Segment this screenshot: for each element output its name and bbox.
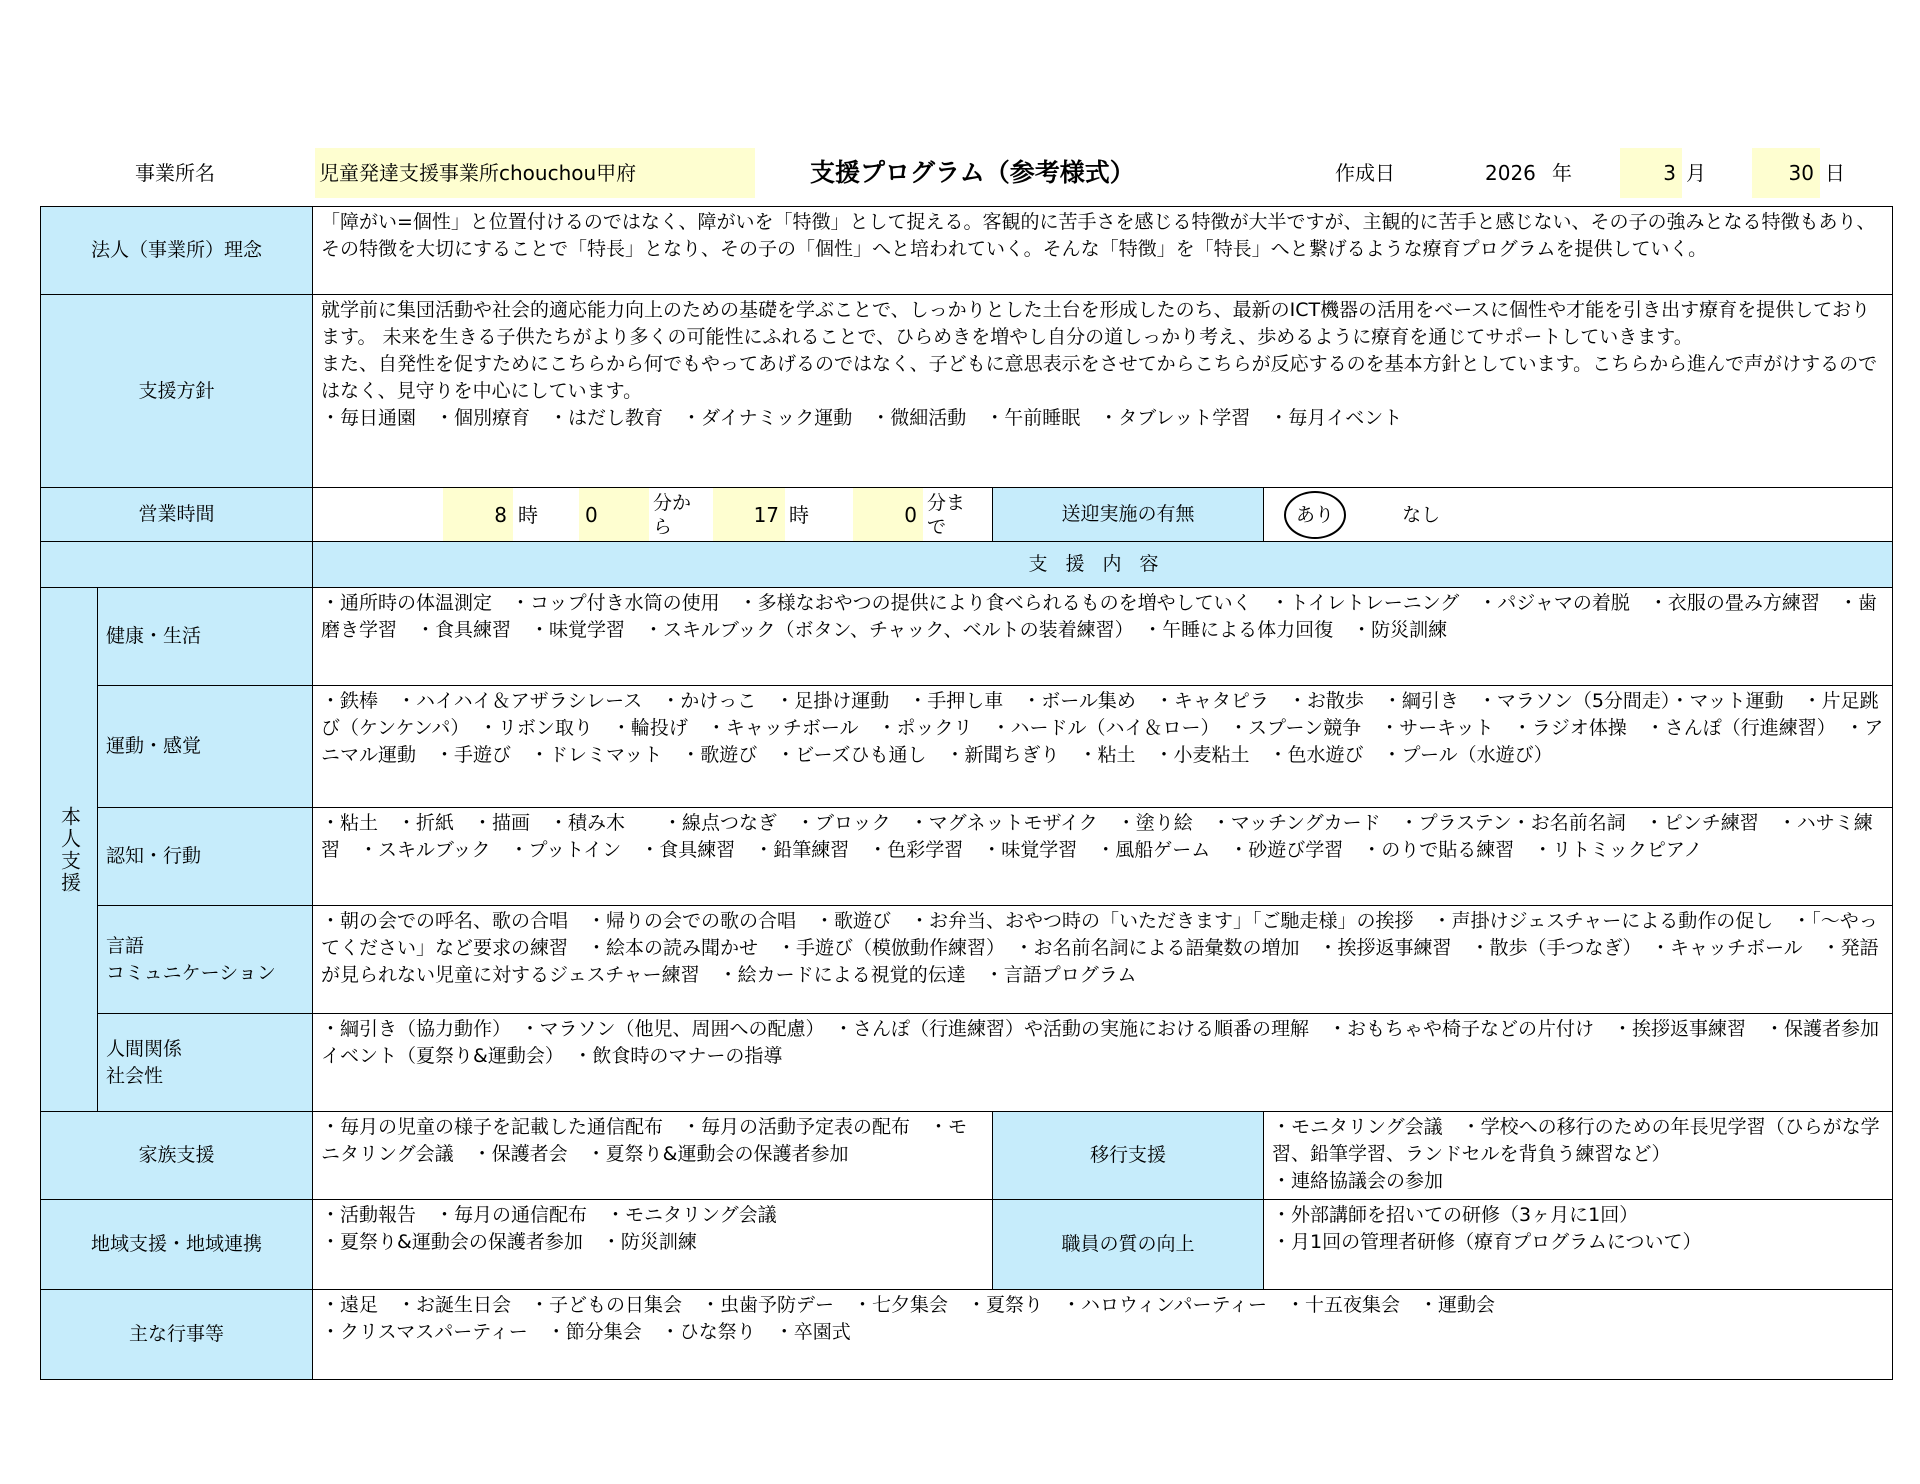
language-communication-label: 言語 コミュニケーション [98, 906, 313, 1014]
hours-row [41, 488, 1893, 542]
community-line: ・夏祭り&運動会の保護者参加 ・防災訓練 [321, 1231, 697, 1253]
policy-text [313, 295, 1893, 488]
support-content-header: 支援内容 [313, 542, 1893, 588]
day-unit: 日 [1825, 161, 1845, 185]
events-line: ・クリスマスパーティー ・節分集会 ・ひな祭り ・卒園式 [321, 1321, 851, 1343]
year-unit: 年 [1552, 161, 1572, 185]
personal-support-row [41, 588, 1893, 686]
events-row [41, 1290, 1893, 1380]
family-support-label: 家族支援 [41, 1112, 313, 1200]
community-support-label: 地域支援・地域連携 [41, 1200, 313, 1290]
health-life-label: 健康・生活 [98, 588, 313, 686]
personal-support-label: 本人支援 [41, 588, 98, 1112]
transport-no-option[interactable]: なし [1402, 503, 1441, 526]
from-label: 分から [653, 492, 692, 538]
events-label: 主な行事等 [41, 1290, 313, 1380]
start-hour[interactable]: 8 [443, 488, 513, 542]
hours-fields [313, 488, 993, 542]
office-label: 事業所名 [135, 161, 215, 185]
policy-line: また、自発性を促すためにこちらから何でもやってあげるのではなく、子どもに意思表示をさせてからこちらが反応するのを基本方針としています。こちらから進んで声がけするのではなく、見守りを中心にしています。 [321, 353, 1878, 402]
transition-support-text [1264, 1112, 1893, 1200]
community-support-text [313, 1200, 993, 1290]
policy-line: 就学前に集団活動や社会的適応能力向上のための基礎を学ぶことで、しっかりとした土台を形成したのち、最新のICT機器の活用をベースに個性や才能を引き出す療育を提供しております。 未来を生きる子供たちがより多くの可能性にふれることで、ひらめきを増やし自分の道しっかり考え、歩めるように療育を通じてサポートしていきます。 [321, 299, 1871, 348]
policy-label: 支援方針 [41, 295, 313, 488]
cognition-behavior-label: 認知・行動 [98, 808, 313, 906]
family-support-text: ・毎月の児童の様子を記載した通信配布 ・毎月の活動予定表の配布 ・モニタリング会議 ・保護者会 ・夏祭り&運動会の保護者参加 [313, 1112, 993, 1200]
staff-line: ・外部講師を招いての研修（3ヶ月に1回） [1272, 1204, 1639, 1226]
philosophy-text: 「障がい=個性」と位置付けるのではなく、障がいを「特徴」として捉える。客観的に苦手さを感じる特徴が大半ですが、主観的に苦手と感じない、その子の強みとなる特徴もあり、その特徴を大切にすることで「特長」となり、その子の「個性」へと培われていく。そんな「特徴」を「特長」へと繋げるような療育プログラムを提供していく。 [313, 207, 1893, 295]
philosophy-row [41, 207, 1893, 295]
social-relations-text: ・綱引き（協力動作） ・マラソン（他児、周囲への配慮） ・さんぽ（行進練習）や活動の実施における順番の理解 ・おもちゃや椅子などの片付け ・挨拶返事練習 ・保護者参加イベント（夏祭り&運動会） ・飲食時のマナーの指導 [313, 1014, 1893, 1112]
community-line: ・活動報告 ・毎月の通信配布 ・モニタリング会議 [321, 1204, 777, 1226]
events-text [313, 1290, 1893, 1380]
support-content-header-row [41, 542, 1893, 588]
document-header [40, 148, 1892, 198]
cognition-behavior-text: ・粘土 ・折紙 ・描画 ・積み木 ・線点つなぎ ・ブロック ・マグネットモザイク ・塗り絵 ・マッチングカード ・プラステン・お名前名詞 ・ピンチ練習 ・ハサミ練習 ・スキルブック ・プットイン ・食具練習 ・鉛筆練習 ・色彩学習 ・味覚学習 ・風船ゲーム ・砂遊び学習 ・のりで貼る練習 ・リトミックピアノ [313, 808, 1893, 906]
start-minute[interactable]: 0 [579, 488, 649, 542]
page-title: 支援プログラム（参考様式） [810, 158, 1135, 187]
hour-unit: 時 [789, 503, 810, 527]
month-unit: 月 [1686, 161, 1706, 185]
hour-unit: 時 [518, 503, 539, 527]
transport-options [1264, 488, 1893, 542]
support-content-header-spacer [41, 542, 313, 588]
community-staff-row [41, 1200, 1893, 1290]
created-month[interactable]: 3 [1620, 148, 1682, 198]
transition-line: ・モニタリング会議 ・学校への移行のための年長児学習（ひらがな学習、鉛筆学習、ランドセルを背負う練習など） [1272, 1116, 1880, 1165]
staff-quality-label: 職員の質の向上 [993, 1200, 1264, 1290]
staff-quality-text [1264, 1200, 1893, 1290]
hours-label: 営業時間 [41, 488, 313, 542]
created-day[interactable]: 30 [1752, 148, 1820, 198]
created-date-label: 作成日 [1335, 161, 1395, 185]
philosophy-label: 法人（事業所）理念 [41, 207, 313, 295]
personal-support-row [41, 1014, 1893, 1112]
end-minute[interactable]: 0 [853, 488, 923, 542]
motor-sensory-label: 運動・感覚 [98, 686, 313, 808]
language-communication-text: ・朝の会での呼名、歌の合唱 ・帰りの会での歌の合唱 ・歌遊び ・お弁当、おやつ時の「いただきます」「ご馳走様」の挨拶 ・声掛けジェスチャーによる動作の促し ・「〜やってください」など要求の練習 ・絵本の読み聞かせ ・手遊び（模倣動作練習） ・お名前名詞による語彙数の増加 ・挨拶返事練習 ・散歩（手つなぎ） ・キャッチボール ・発語が見られない児童に対するジェスチャー練習 ・絵カードによる視覚的伝達 ・言語プログラム [313, 906, 1893, 1014]
transport-yes-option[interactable]: あり [1284, 491, 1346, 539]
motor-sensory-text: ・鉄棒 ・ハイハイ＆アザラシレース ・かけっこ ・足掛け運動 ・手押し車 ・ボール集め ・キャタピラ ・お散歩 ・綱引き ・マラソン（5分間走）・マット運動 ・片足跳び（ケンケンパ） ・リボン取り ・輪投げ ・キャッチボール ・ポックリ ・ハードル（ハイ＆ロー） ・スプーン競争 ・サーキット ・ラジオ体操 ・さんぽ（行進練習） ・アニマル運動 ・手遊び ・ドレミマット ・歌遊び ・ビーズひも通し ・新聞ちぎり ・粘土 ・小麦粘土 ・色水遊び ・プール（水遊び） [313, 686, 1893, 808]
end-hour[interactable]: 17 [713, 488, 785, 542]
staff-line: ・月1回の管理者研修（療育プログラムについて） [1272, 1231, 1702, 1253]
policy-row [41, 295, 1893, 488]
social-relations-label: 人間関係 社会性 [98, 1014, 313, 1112]
personal-support-row [41, 808, 1893, 906]
health-life-text: ・通所時の体温測定 ・コップ付き水筒の使用 ・多様なおやつの提供により食べられるものを増やしていく ・トイレトレーニング ・パジャマの着脱 ・衣服の畳み方練習 ・歯磨き学習 ・食具練習 ・味覚学習 ・スキルブック（ボタン、チャック、ベルトの装着練習） ・午睡による体力回復 ・防災訓練 [313, 588, 1893, 686]
personal-support-row [41, 686, 1893, 808]
personal-support-row [41, 906, 1893, 1014]
transport-label: 送迎実施の有無 [993, 488, 1264, 542]
family-transition-row [41, 1112, 1893, 1200]
office-name-field[interactable]: 児童発達支援事業所chouchou甲府 [315, 148, 755, 198]
support-program-table [40, 206, 1893, 1380]
to-label: 分まで [927, 492, 966, 538]
transition-support-label: 移行支援 [993, 1112, 1264, 1200]
created-year[interactable]: 2026 [1485, 161, 1536, 185]
policy-activities: ・毎日通園 ・個別療育 ・はだし教育 ・ダイナミック運動 ・微細活動 ・午前睡眠 ・タブレット学習 ・毎月イベント [321, 407, 1403, 429]
transition-line: ・連絡協議会の参加 [1272, 1170, 1444, 1192]
events-line: ・遠足 ・お誕生日会 ・子どもの日集会 ・虫歯予防デー ・七夕集会 ・夏祭り ・ハロウィンパーティー ・十五夜集会 ・運動会 [321, 1294, 1496, 1316]
